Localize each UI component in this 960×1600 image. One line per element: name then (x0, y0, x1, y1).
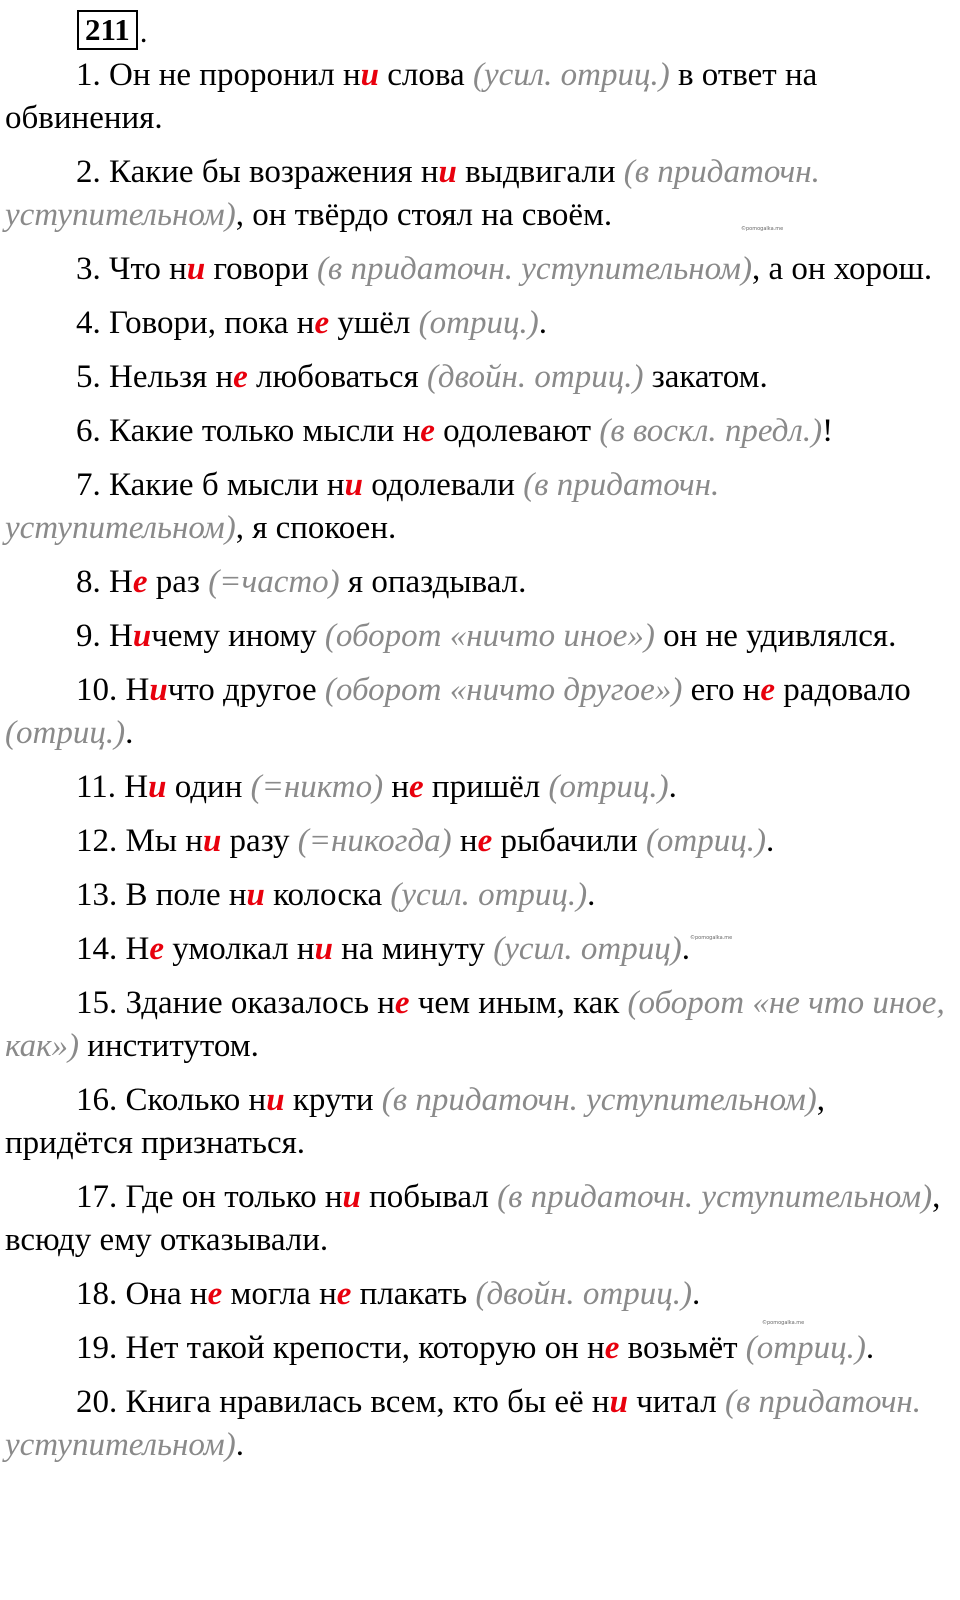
sentence-text: говори (205, 251, 317, 287)
sentence-text: рыбачили (492, 823, 646, 859)
highlighted-letter: и (266, 1082, 285, 1118)
highlighted-letter: и (314, 931, 333, 967)
grammar-note: (усил. отриц.) (390, 877, 588, 913)
grammar-note: (двойн. отриц.) (426, 359, 644, 395)
sentence-text: . (235, 1427, 244, 1463)
sentence-item (5, 669, 945, 755)
highlighted-letter: и (609, 1384, 628, 1420)
sentence-item (5, 1273, 945, 1316)
highlighted-letter: е (760, 672, 776, 708)
sentence-text: 15. Здание оказалось н (76, 985, 395, 1021)
sentence-item (5, 561, 945, 604)
grammar-note: (усил. отриц) (493, 931, 682, 967)
highlighted-letter: е (314, 305, 330, 341)
sentence-item (5, 248, 945, 291)
sentence-text: , я спокоен. (235, 510, 397, 546)
highlighted-letter: е (604, 1330, 620, 1366)
sentence-text: н (383, 769, 410, 805)
exercise-number: 211 (77, 10, 138, 50)
highlighted-letter: е (132, 564, 148, 600)
sentence-text: одолевали (362, 467, 524, 503)
sentence-item (5, 820, 945, 863)
sentence-text: 18. Она н (76, 1276, 208, 1312)
sentence-text: 6. Какие только мысли н (76, 413, 421, 449)
sentence-text: 5. Нельзя н (76, 359, 234, 395)
sentence-text: 19. Нет такой крепости, которую он н (76, 1330, 605, 1366)
highlighted-letter: е (207, 1276, 223, 1312)
sentence-text: , всюду ему отказывали. (5, 1179, 941, 1258)
highlighted-letter: е (233, 359, 248, 395)
sentence-text: 14. Н (76, 931, 150, 967)
sentence-text: институтом. (79, 1028, 259, 1064)
grammar-note: (отриц.) (5, 715, 126, 751)
grammar-note: (оборот «не что иное, как») (5, 985, 945, 1064)
grammar-note: (в придаточн. уступительном) (5, 1384, 922, 1463)
sentence-text: , придётся признаться. (5, 1082, 826, 1161)
highlighted-letter: и (342, 1179, 361, 1215)
sentence-text: могла н (222, 1276, 337, 1312)
sentence-item (5, 874, 945, 917)
sentence-text: 1. Он не проронил н (76, 57, 361, 93)
sentence-text: плакать (351, 1276, 476, 1312)
highlighted-letter: и (202, 823, 222, 859)
watermark: ©pomogalka.me (741, 226, 784, 232)
sentence-text: н (451, 823, 478, 859)
sentence-text: любоваться (247, 359, 427, 395)
highlighted-letter: и (438, 154, 457, 190)
sentence-text: 8. Н (76, 564, 133, 600)
highlighted-letter: е (149, 931, 164, 967)
sentence-text: радовало (775, 672, 911, 708)
sentence-text: в ответ на обвинения. (5, 57, 818, 136)
sentence-text: возьмёт (619, 1330, 746, 1366)
grammar-note: (в воскл. предл.) (599, 413, 823, 449)
sentence-text: . (125, 715, 134, 751)
highlighted-letter: е (409, 769, 424, 805)
grammar-note: (отриц.) (745, 1330, 866, 1366)
sentence-text: . (668, 769, 677, 805)
sentence-item (5, 928, 945, 971)
sentence-text: я опаздывал. (339, 564, 527, 600)
grammar-note: (=никто) (250, 769, 384, 805)
sentence-text: 16. Сколько н (76, 1082, 267, 1118)
sentence-text: . (766, 823, 775, 859)
grammar-note: (отриц.) (645, 823, 766, 859)
sentence-text: на минуту (332, 931, 494, 967)
sentence-item (5, 766, 945, 809)
sentence-text: , а он хорош. (751, 251, 933, 287)
highlighted-letter: е (420, 413, 435, 449)
grammar-note: (оборот «ничто иное») (324, 618, 655, 654)
sentence-text: 4. Говори, пока н (76, 305, 315, 341)
sentence-text: , он твёрдо стоял на своём. (235, 197, 613, 233)
highlighted-letter: и (186, 251, 206, 287)
sentence-text: 11. Н (76, 769, 149, 805)
sentence-text: . (865, 1330, 875, 1366)
highlighted-letter: и (344, 467, 363, 503)
sentence-text: закатом. (643, 359, 768, 395)
highlighted-letter: и (132, 618, 152, 654)
sentence-text: крути (284, 1082, 382, 1118)
sentence-text: 10. Н (76, 672, 150, 708)
grammar-note: (=часто) (208, 564, 340, 600)
grammar-note: (в придаточн. уступительном) (316, 251, 752, 287)
sentence-item (5, 982, 945, 1068)
exercise-header (77, 4, 148, 50)
sentence-text: пришёл (423, 769, 549, 805)
sentence-item (5, 410, 945, 453)
sentence-item (5, 302, 945, 345)
sentence-text: . (587, 877, 596, 913)
highlighted-letter: и (246, 877, 265, 913)
sentence-text: ! (822, 413, 834, 449)
sentence-text: слова (379, 57, 473, 93)
sentence-text: чем иным, как (409, 985, 628, 1021)
grammar-note: (отриц.) (548, 769, 669, 805)
sentence-item (5, 1176, 945, 1262)
sentence-item (5, 151, 945, 237)
watermark: ©pomogalka.me (690, 935, 733, 941)
grammar-note: (=никогда) (297, 823, 452, 859)
sentence-text: 2. Какие бы возражения н (76, 154, 439, 190)
sentence-text: 9. Н (76, 618, 133, 654)
sentence-item (5, 54, 945, 140)
sentence-text: выдвигали (456, 154, 624, 190)
sentence-item (5, 356, 945, 399)
grammar-note: (двойн. отриц.) (475, 1276, 692, 1312)
highlighted-letter: е (394, 985, 410, 1021)
sentence-text: разу (221, 823, 298, 859)
grammar-note: (в придаточн. уступительном) (5, 154, 820, 233)
highlighted-letter: и (148, 769, 167, 805)
sentence-item (5, 464, 945, 550)
sentence-text: его н (682, 672, 761, 708)
grammar-note: (в придаточн. уступительном) (5, 467, 720, 546)
highlighted-letter: и (360, 57, 380, 93)
sentence-item (5, 615, 945, 658)
sentence-text: . (681, 931, 690, 967)
sentence-text: 13. В поле н (76, 877, 247, 913)
exercise-number-dot: . (139, 14, 148, 49)
sentence-text: . (538, 305, 547, 341)
sentence-item (5, 1381, 945, 1467)
sentence-text: он не удивлялся. (654, 618, 897, 654)
sentence-text: 17. Где он только н (76, 1179, 343, 1215)
sentence-list (5, 54, 945, 1478)
sentence-text: колоска (264, 877, 391, 913)
grammar-note: (в придаточн. уступительном) (381, 1082, 817, 1118)
highlighted-letter: е (336, 1276, 352, 1312)
sentence-text: раз (147, 564, 209, 600)
sentence-text: умолкал н (164, 931, 315, 967)
grammar-note: (в придаточн. уступительном) (497, 1179, 933, 1215)
sentence-text: побывал (360, 1179, 498, 1215)
sentence-text: 7. Какие б мысли н (76, 467, 345, 503)
sentence-text: одолевают (434, 413, 600, 449)
sentence-text: 12. Мы н (76, 823, 203, 859)
sentence-text: один (166, 769, 251, 805)
highlighted-letter: и (149, 672, 168, 708)
sentence-item (5, 1079, 945, 1165)
grammar-note: (отриц.) (418, 305, 539, 341)
sentence-text: читал (627, 1384, 725, 1420)
sentence-item (5, 1327, 945, 1370)
sentence-text: что другое (167, 672, 325, 708)
watermark: ©pomogalka.me (762, 1320, 805, 1326)
sentence-text: . (692, 1276, 701, 1312)
grammar-note: (оборот «ничто другое») (324, 672, 683, 708)
grammar-note: (усил. отриц.) (472, 57, 670, 93)
sentence-text: 3. Что н (76, 251, 187, 287)
sentence-text: ушёл (329, 305, 419, 341)
highlighted-letter: е (477, 823, 493, 859)
sentence-text: чему иному (151, 618, 325, 654)
sentence-text: 20. Книга нравилась всем, кто бы её н (76, 1384, 610, 1420)
